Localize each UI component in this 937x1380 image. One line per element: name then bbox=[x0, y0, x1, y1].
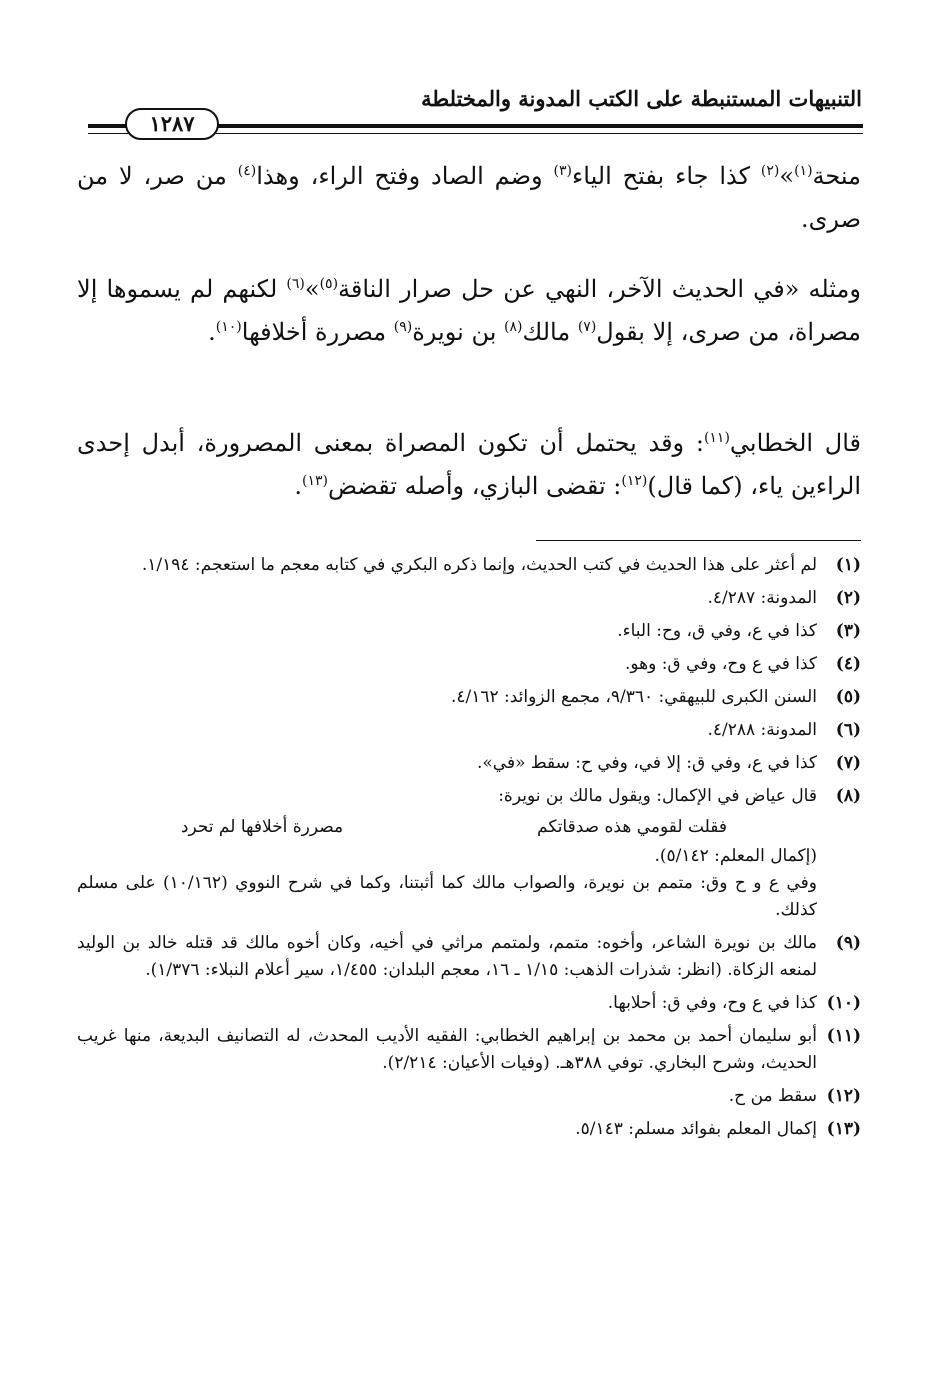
footnote-item bbox=[77, 717, 861, 744]
text-run: بن نويرة bbox=[412, 318, 505, 346]
footnote-ref: (١٢) bbox=[621, 473, 648, 489]
footnote-number: (٩) bbox=[835, 933, 861, 953]
footnote-item bbox=[77, 1116, 861, 1143]
footnote-item bbox=[77, 783, 861, 924]
footnote-number: (٥) bbox=[835, 687, 861, 707]
footnotes bbox=[77, 552, 861, 1149]
text-run: : تقضى البازي، وأصله تقضض bbox=[328, 472, 622, 500]
footnote-ref: (٥) bbox=[319, 276, 339, 292]
running-header-title: التنبيهات المستنبطة على الكتب المدونة والمختلطة bbox=[421, 86, 862, 111]
footnote-number: (٤) bbox=[835, 654, 861, 674]
footnote-ref: (١٠) bbox=[215, 319, 242, 335]
verse-first-hemistich: فقلت لقومي هذه صدقاتكم bbox=[537, 817, 727, 837]
footnote-ref: (١) bbox=[794, 163, 813, 179]
footnote-item bbox=[77, 1083, 861, 1110]
footnote-text: مالك بن نويرة الشاعر، وأخوه: متمم، ولمتمم مراثي في أخيه، وكان أخوه مالك قد قتله خالد بن الوليد لمنعه الزكاة. (انظر: شذرات الذهب: ١/١٥ ـ ١٦، معجم البلدان: ١/٤٥٥، سير أعلام النبلاء: ١/٣٧٦). bbox=[77, 933, 817, 980]
footnote-ref: (٣) bbox=[553, 163, 572, 179]
text-run: . bbox=[208, 318, 216, 346]
footnote-citation: (إكمال المعلم: ٥/١٤٢). bbox=[654, 846, 817, 866]
text-run: لكنهم لم يسموها إلا مصراة، من صرى، إلا بقول bbox=[77, 275, 861, 346]
footnote-ref: (١١) bbox=[703, 430, 730, 446]
text-run: كذا جاء بفتح الياء bbox=[571, 162, 761, 190]
text-run: منحة bbox=[812, 162, 862, 190]
text-run: قال الخطابي bbox=[729, 429, 861, 457]
footnote-text: كذا في ع وح، وفي ق: أحلابها. bbox=[607, 993, 817, 1013]
footnote-item bbox=[77, 618, 861, 645]
footnote-text: أبو سليمان أحمد بن محمد بن إبراهيم الخطابي: الفقيه الأديب المحدث، له التصانيف البديعة، منها غريب الحديث، وشرح البخاري. توفي ٣٨٨هـ. (وفيات الأعيان: ٢/٢١٤). bbox=[77, 1026, 817, 1073]
footnote-item bbox=[77, 684, 861, 711]
footnote-item bbox=[77, 585, 861, 612]
footnote-text: السنن الكبرى للبيهقي: ٩/٣٦٠، مجمع الزوائد: ٤/١٦٢. bbox=[450, 687, 817, 707]
footnote-text: إكمال المعلم بفوائد مسلم: ٥/١٤٣. bbox=[575, 1119, 817, 1139]
poem-verse bbox=[77, 812, 817, 843]
text-run: من صر، لا من صرى. bbox=[77, 162, 861, 233]
text-run: مصررة أخلافها bbox=[241, 318, 394, 346]
footnote-ref: (٦) bbox=[286, 276, 305, 292]
text-run: » bbox=[779, 162, 795, 190]
text-run: مالك bbox=[522, 318, 578, 346]
verse-second-hemistich: مصررة أخلافها لم تحرد bbox=[180, 817, 344, 837]
body-paragraph-1 bbox=[77, 155, 861, 241]
page-number: ١٢٨٧ bbox=[125, 108, 219, 140]
footnote-number: (١) bbox=[835, 555, 861, 575]
footnote-text: قال عياض في الإكمال: ويقول مالك بن نويرة: bbox=[498, 786, 817, 806]
footnote-text: لم أعثر على هذا الحديث في كتب الحديث، وإنما ذكره البكري في كتابه معجم ما استعجم: ١/١٩٤. bbox=[141, 555, 817, 575]
footnote-text: كذا في ع وح، وفي ق: وهو. bbox=[624, 654, 817, 674]
footnote-text: كذا في ع، وفي ق، وح: الباء. bbox=[617, 621, 817, 641]
footnote-text: وفي ع و ح وق: متمم بن نويرة، والصواب مالك كما أثبتنا، وكما في شرح النووي (١٠/١٦٢) على مسلم كذلك. bbox=[77, 873, 817, 920]
footnote-number: (١١) bbox=[826, 1026, 861, 1046]
footnote-ref: (٨) bbox=[504, 319, 523, 335]
footnote-ref: (٩) bbox=[393, 319, 413, 335]
body-paragraph-3 bbox=[77, 422, 861, 508]
body-paragraph-2 bbox=[77, 268, 861, 354]
footnote-separator bbox=[536, 540, 861, 541]
footnote-item bbox=[77, 1023, 861, 1077]
footnote-number: (١٣) bbox=[826, 1119, 861, 1139]
footnote-text: المدونة: ٤/٢٨٨. bbox=[707, 720, 817, 740]
footnote-item bbox=[77, 930, 861, 984]
footnote-item bbox=[77, 990, 861, 1017]
footnote-text: كذا في ع، وفي ق: إلا في، وفي ح: سقط «في». bbox=[476, 753, 817, 773]
footnote-item bbox=[77, 552, 861, 579]
text-run: : وقد يحتمل أن تكون المصراة بمعنى المصرورة، أبدل إحدى الراءين ياء، (كما قال) bbox=[77, 429, 861, 500]
text-run: ومثله «في الحديث الآخر، النهي عن حل صرار الناقة bbox=[338, 275, 861, 303]
text-run: وضم الصاد وفتح الراء، وهذا bbox=[256, 162, 554, 190]
footnote-ref: (٢) bbox=[760, 163, 780, 179]
footnote-number: (٢) bbox=[835, 588, 861, 608]
footnote-ref: (٤) bbox=[237, 163, 257, 179]
text-run: » bbox=[304, 275, 320, 303]
footnote-number: (٣) bbox=[835, 621, 861, 641]
footnote-item bbox=[77, 651, 861, 678]
footnote-ref: (١٣) bbox=[302, 473, 329, 489]
footnote-text: المدونة: ٤/٢٨٧. bbox=[707, 588, 817, 608]
footnote-number: (٨) bbox=[835, 786, 861, 806]
footnote-number: (١٢) bbox=[826, 1086, 861, 1106]
text-run: . bbox=[294, 472, 303, 500]
footnote-item bbox=[77, 750, 861, 777]
footnote-number: (٦) bbox=[835, 720, 861, 740]
footnote-number: (٧) bbox=[835, 753, 861, 773]
footnote-number: (١٠) bbox=[826, 993, 861, 1013]
footnote-ref: (٧) bbox=[577, 319, 597, 335]
footnote-text: سقط من ح. bbox=[728, 1086, 817, 1106]
footnote-body bbox=[77, 783, 817, 924]
